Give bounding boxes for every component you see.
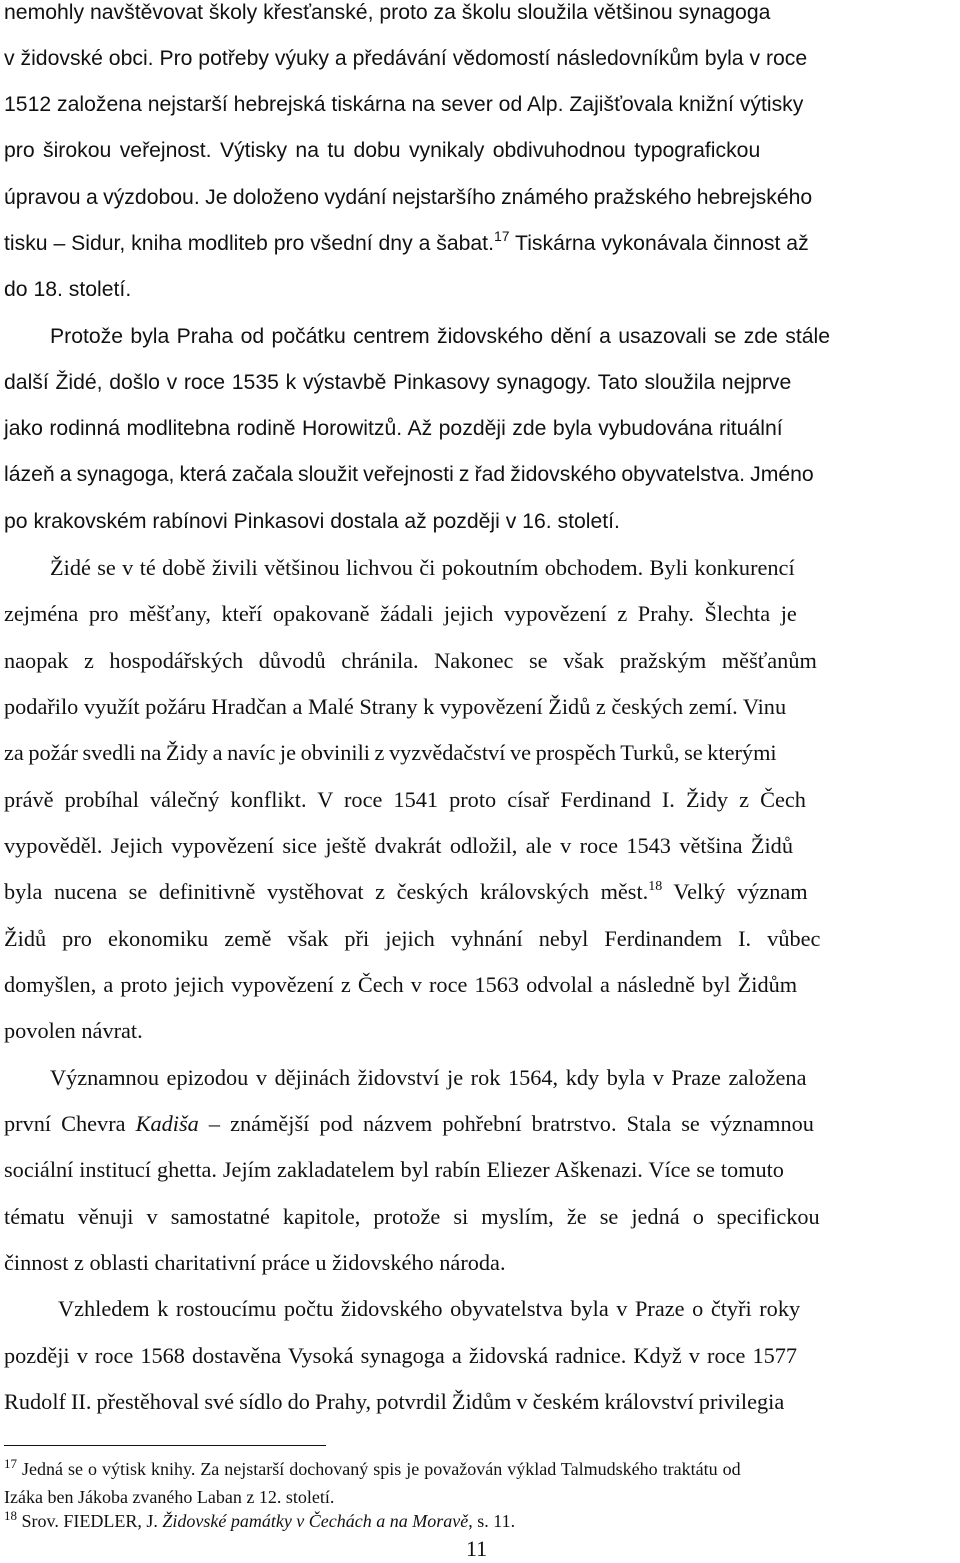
text: byla nucena se definitivně vystěhovat z českých královských měst.: [4, 879, 649, 904]
text: tisku – Sidur, kniha modliteb pro všední dny a šabat.: [4, 232, 494, 255]
text: Vzhledem k rostoucímu počtu židovského obyvatelstva byla v Praze o čtyři roky: [58, 1296, 801, 1321]
text-line-31: [4, 1387, 784, 1417]
text: – známější pod názvem pohřební bratrstvo. Stala se významnou: [198, 1111, 814, 1136]
text: první Chevra: [4, 1111, 136, 1136]
text-line-18: [4, 785, 806, 815]
text-line-27: [4, 1202, 820, 1232]
text: Židé se v té době živili většinou lichvou či pokoutním obchodem. Byli konkurencí: [50, 555, 795, 580]
text: činnost z oblasti charitativní práce u židovského národa.: [4, 1250, 506, 1275]
text: Protože byla Praha od počátku centrem židovského dění a usazovali se zde stále: [50, 325, 831, 348]
text: Významnou epizodou v dějinách židovství je rok 1564, kdy byla v Praze založena: [50, 1065, 807, 1090]
text-line-24: [50, 1063, 806, 1093]
text: tématu věnuji v samostatné kapitole, protože si myslím, že se jedná o specifickou: [4, 1204, 820, 1229]
text-line-16: [4, 692, 786, 722]
footnote-17: [4, 1458, 741, 1480]
text-line-15: [4, 646, 817, 676]
text: Tiskárna vykonávala činnost až: [509, 232, 809, 255]
text: další Židé, došlo v roce 1535 k výstavbě Pinkasovy synagogy. Tato sloužila nejprve: [4, 371, 792, 394]
footnote-ref-18[interactable]: 18: [648, 879, 663, 894]
text-line-1: [4, 0, 770, 28]
text: jako rodinná modlitebna rodině Horowitzů. Až později zde byla vybudována rituální: [4, 417, 783, 440]
footnote-separator: [4, 1445, 326, 1446]
footnote-ref-17[interactable]: 17: [493, 228, 510, 244]
text-line-23: [4, 1016, 143, 1046]
footnote-number: 17: [4, 1456, 17, 1471]
footnote-number: 18: [4, 1508, 17, 1523]
text: Velký význam: [662, 879, 808, 904]
text-line-30: [4, 1341, 797, 1371]
text-line-13: [50, 553, 795, 583]
text: Rudolf II. přestěhoval své sídlo do Prahy, potvrdil Židům v českém království privilegia: [4, 1389, 785, 1414]
text-line-14: [4, 599, 797, 629]
text-line-19: [4, 831, 793, 861]
text-line-5: [4, 183, 812, 213]
text-line-29: [58, 1294, 800, 1324]
text-line-3: [4, 90, 803, 120]
text-line-28: [4, 1248, 506, 1278]
footnote-17-cont: [4, 1486, 334, 1508]
text: zejména pro měšťany, kteří opakovaně žádali jejich vypovězení z Prahy. Šlechta je: [4, 601, 797, 626]
emphasis-kadisa: Kadiša: [135, 1111, 199, 1136]
text: za požár svedli na Židy a navíc je obvinili z vyzvědačství ve prospěch Turků, se kterými: [4, 740, 777, 765]
footnote-text: Srov. FIEDLER, J.: [17, 1511, 163, 1531]
text-line-6: [4, 229, 809, 259]
footnote-text: Izáka ben Jákoba zvaného Laban z 12. století.: [4, 1487, 335, 1507]
text: sociální institucí ghetta. Jejím zakladatelem byl rabín Eliezer Aškenazi. Více se tomuto: [4, 1157, 784, 1182]
text: domyšlen, a proto jejich vypovězení z Čech v roce 1563 odvolal a následně byl Židům: [4, 972, 798, 997]
text-line-12: [4, 507, 620, 537]
text: po krakovském rabínovi Pinkasovi dostala až později v 16. století.: [4, 510, 620, 533]
footnote-title: Židovské památky v Čechách a na Moravě: [162, 1511, 469, 1531]
text-line-11: [4, 460, 814, 490]
text: nemohly navštěvovat školy křesťanské, proto za školu sloužila většinou synagoga: [4, 1, 771, 24]
footnote-text: Jedná se o výtisk knihy. Za nejstarší dochovaný spis je považován výklad Talmudského traktátu od: [17, 1459, 741, 1479]
text: vypověděl. Jejich vypovězení sice ještě dvakrát odložil, ale v roce 1543 většina Židů: [4, 833, 793, 858]
text: úpravou a výzdobou. Je doloženo vydání nejstaršího známého pražského hebrejského: [4, 186, 813, 209]
text: do 18. století.: [4, 278, 132, 301]
text-line-4: [4, 136, 760, 166]
text: právě probíhal válečný konflikt. V roce 1541 proto císař Ferdinand I. Židy z Čech: [4, 787, 806, 812]
text-line-21: [4, 924, 820, 954]
text-line-26: [4, 1155, 784, 1185]
text: naopak z hospodářských důvodů chránila. Nakonec se však pražským měšťanům: [4, 648, 817, 673]
text-line-8: [50, 322, 830, 352]
text: Židů pro ekonomiku země však při jejich vyhnání nebyl Ferdinandem I. vůbec: [4, 926, 821, 951]
text: 1512 založena nejstarší hebrejská tiskárna na sever od Alp. Zajišťovala knižní výtisky: [4, 93, 804, 116]
text-line-7: [4, 275, 131, 305]
text-line-20: [4, 877, 808, 907]
text-line-22: [4, 970, 797, 1000]
footnote-18: [4, 1510, 515, 1532]
text: lázeň a synagoga, která začala sloužit veřejnosti z řad židovského obyvatelstva. Jméno: [4, 463, 814, 486]
text-line-25: [4, 1109, 814, 1139]
text-line-9: [4, 368, 791, 398]
text: později v roce 1568 dostavěna Vysoká synagoga a židovská radnice. Když v roce 1577: [4, 1343, 798, 1368]
page-number: 11: [466, 1536, 488, 1561]
text: pro širokou veřejnost. Výtisky na tu dobu vynikaly obdivuhodnou typografickou: [4, 139, 761, 162]
text-line-17: [4, 738, 777, 768]
text-line-2: [4, 44, 807, 74]
text: v židovské obci. Pro potřeby výuky a předávání vědomostí následovníkům byla v roce: [4, 47, 808, 70]
text: podařilo využít požáru Hradčan a Malé Strany k vypovězení Židů z českých zemí. Vinu: [4, 694, 787, 719]
text: povolen návrat.: [4, 1018, 143, 1043]
footnote-text: , s. 11.: [468, 1511, 516, 1531]
text-line-10: [4, 414, 783, 444]
